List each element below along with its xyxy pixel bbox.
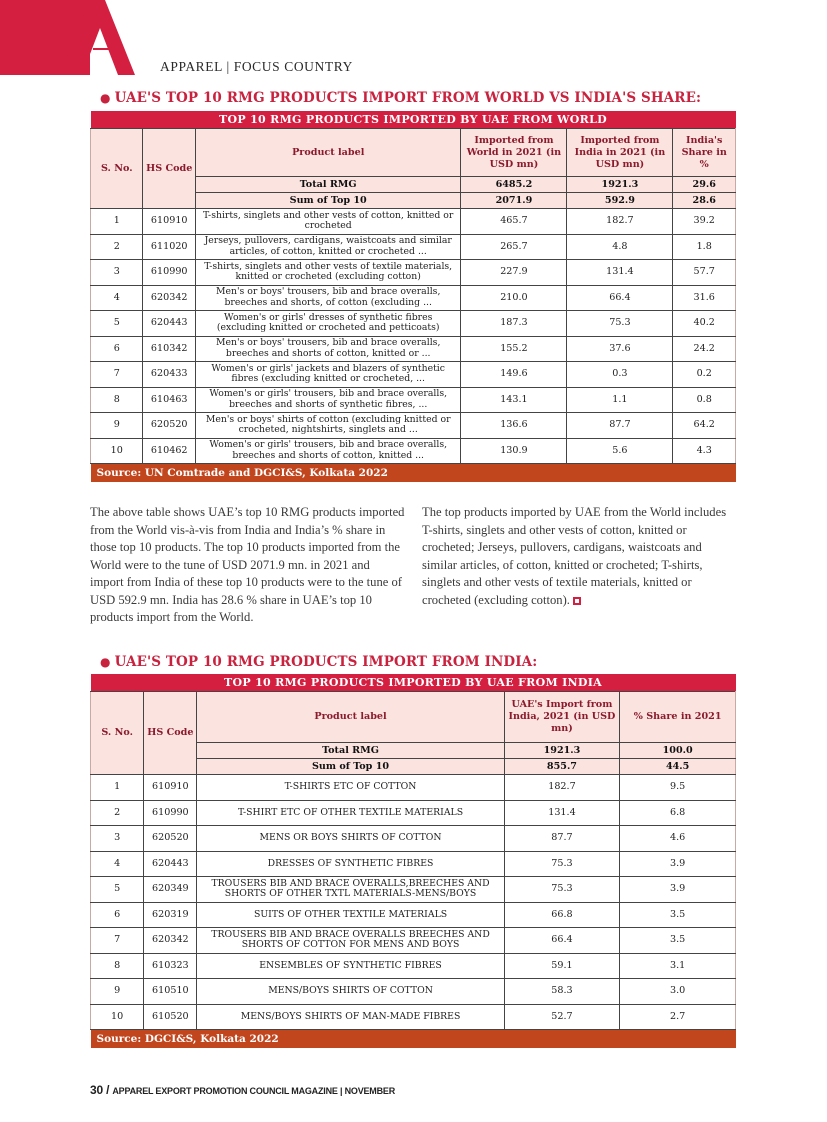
- bullet-icon: ●: [100, 655, 111, 669]
- table-row: [91, 851, 736, 877]
- cell-share: 3.9: [620, 877, 736, 903]
- footer-text: APPAREL EXPORT PROMOTION COUNCIL MAGAZINE | NOVEMBER: [112, 1086, 395, 1096]
- cell-hs: 620342: [143, 285, 195, 311]
- cell-india: 87.7: [567, 413, 673, 439]
- total-import: 1921.3: [504, 743, 620, 759]
- table-row: [91, 826, 736, 852]
- cell-product: MENS OR BOYS SHIRTS OF COTTON: [197, 826, 504, 852]
- col-header-product: Product label: [197, 692, 504, 743]
- col-header-world: Imported from World in 2021 (in USD mn): [461, 129, 567, 177]
- cell-product: Women's or girls' trousers, bib and brace overalls, breeches and shorts of cotton, knitted ...: [195, 438, 460, 464]
- footer-separator: /: [102, 1083, 113, 1097]
- cell-share: 1.8: [673, 234, 736, 260]
- sum-world: 2071.9: [461, 193, 567, 209]
- table-row: [91, 953, 736, 979]
- total-share: 29.6: [673, 177, 736, 193]
- section2-heading: [100, 654, 537, 670]
- cell-product: T-SHIRT ETC OF OTHER TEXTILE MATERIALS: [197, 800, 504, 826]
- cell-import: 66.8: [504, 902, 620, 928]
- cell-product: Women's or girls' jackets and blazers of synthetic fibres (excluding knitted or crocheted, ...: [195, 362, 460, 388]
- section2-heading-text: UAE'S TOP 10 RMG PRODUCTS IMPORT FROM INDIA:: [114, 654, 538, 670]
- cell-india: 5.6: [567, 438, 673, 464]
- table-source: Source: UN Comtrade and DGCI&S, Kolkata 2022: [91, 464, 736, 483]
- cell-world: 465.7: [461, 209, 567, 235]
- cell-share: 24.2: [673, 336, 736, 362]
- body-paragraph-right: [422, 504, 737, 609]
- table-row: [91, 311, 736, 337]
- cell-share: 4.6: [620, 826, 736, 852]
- cell-world: 130.9: [461, 438, 567, 464]
- sum-label: Sum of Top 10: [197, 759, 504, 775]
- table-row: [91, 387, 736, 413]
- cell-share: 6.8: [620, 800, 736, 826]
- cell-hs: 620319: [144, 902, 197, 928]
- cell-hs: 620520: [144, 826, 197, 852]
- cell-india: 4.8: [567, 234, 673, 260]
- cell-product: MENS/BOYS SHIRTS OF MAN-MADE FIBRES: [197, 1004, 504, 1030]
- cell-product: T-shirts, singlets and other vests of cotton, knitted or crocheted: [195, 209, 460, 235]
- col-header-hs-code: HS Code: [143, 129, 195, 209]
- cell-sno: 4: [91, 851, 144, 877]
- cell-world: 187.3: [461, 311, 567, 337]
- table-row: [91, 209, 736, 235]
- cell-sno: 4: [91, 285, 143, 311]
- cell-hs: 610990: [143, 260, 195, 286]
- cell-product: Women's or girls' dresses of synthetic fibres (excluding knitted or crocheted and petticoats): [195, 311, 460, 337]
- cell-hs: 610510: [144, 979, 197, 1005]
- table-row: [91, 902, 736, 928]
- cell-sno: 7: [91, 928, 144, 954]
- cell-share: 3.5: [620, 902, 736, 928]
- cell-share: 4.3: [673, 438, 736, 464]
- cell-sno: 5: [91, 311, 143, 337]
- cell-hs: 610323: [144, 953, 197, 979]
- cell-share: 3.9: [620, 851, 736, 877]
- uae-world-imports-table: [90, 111, 736, 482]
- table-row: [91, 362, 736, 388]
- col-header-sno: S. No.: [91, 129, 143, 209]
- col-header-hs-code: HS Code: [144, 692, 197, 775]
- col-header-import: UAE's Import from India, 2021 (in USD mn): [504, 692, 620, 743]
- cell-india: 75.3: [567, 311, 673, 337]
- total-share: 100.0: [620, 743, 736, 759]
- cell-sno: 8: [91, 387, 143, 413]
- col-header-sno: S. No.: [91, 692, 144, 775]
- body-paragraph-left: The above table shows UAE’s top 10 RMG products imported from the World vis-à-vis from India and India’s % share in those top 10 products. The top 10 products imported from the World were to the tune of USD 2071.9 mn. in 2021 and import from India of these top 10 products were to the tune of USD 592.9 mn. India has 28.6 % share in UAE’s top 10 products import from the World.: [90, 505, 405, 624]
- cell-product: Men's or boys' trousers, bib and brace overalls, breeches and shorts, of cotton (excluding ...: [195, 285, 460, 311]
- cell-import: 182.7: [504, 775, 620, 801]
- col-header-product: Product label: [195, 129, 460, 177]
- end-mark-icon: [573, 597, 581, 605]
- cell-share: 64.2: [673, 413, 736, 439]
- uae-india-imports-table: [90, 674, 736, 1048]
- table-row: [91, 800, 736, 826]
- cell-import: 59.1: [504, 953, 620, 979]
- sum-label: Sum of Top 10: [195, 193, 460, 209]
- cell-india: 66.4: [567, 285, 673, 311]
- cell-sno: 6: [91, 902, 144, 928]
- cell-import: 131.4: [504, 800, 620, 826]
- table-title: TOP 10 RMG PRODUCTS IMPORTED BY UAE FROM WORLD: [91, 111, 736, 129]
- cell-sno: 2: [91, 800, 144, 826]
- sum-share: 44.5: [620, 759, 736, 775]
- cell-import: 75.3: [504, 877, 620, 903]
- table-row: [91, 775, 736, 801]
- cell-product: SUITS OF OTHER TEXTILE MATERIALS: [197, 902, 504, 928]
- cell-product: T-SHIRTS ETC OF COTTON: [197, 775, 504, 801]
- cell-sno: 6: [91, 336, 143, 362]
- cell-hs: 610462: [143, 438, 195, 464]
- cell-product: TROUSERS BIB AND BRACE OVERALLS BREECHES AND SHORTS OF COTTON FOR MENS AND BOYS: [197, 928, 504, 954]
- cell-product: TROUSERS BIB AND BRACE OVERALLS,BREECHES AND SHORTS OF OTHER TXTL MATERIALS-MENS/BOYS: [197, 877, 504, 903]
- section1-heading: [100, 90, 701, 106]
- table-row: [91, 438, 736, 464]
- cell-product: Women's or girls' trousers, bib and brace overalls, breeches and shorts of synthetic fibres, ...: [195, 387, 460, 413]
- bullet-icon: ●: [100, 91, 111, 105]
- table-row: [91, 234, 736, 260]
- cell-share: 3.5: [620, 928, 736, 954]
- cell-import: 87.7: [504, 826, 620, 852]
- cell-sno: 10: [91, 1004, 144, 1030]
- cell-product: MENS/BOYS SHIRTS OF COTTON: [197, 979, 504, 1005]
- cell-sno: 10: [91, 438, 143, 464]
- cell-india: 182.7: [567, 209, 673, 235]
- cell-india: 1.1: [567, 387, 673, 413]
- cell-share: 39.2: [673, 209, 736, 235]
- cell-product: T-shirts, singlets and other vests of textile materials, knitted or crocheted (excluding cotton): [195, 260, 460, 286]
- cell-product: DRESSES OF SYNTHETIC FIBRES: [197, 851, 504, 877]
- sum-share: 28.6: [673, 193, 736, 209]
- table-row: [91, 285, 736, 311]
- cell-india: 37.6: [567, 336, 673, 362]
- page-number: 30: [90, 1083, 103, 1097]
- total-world: 6485.2: [461, 177, 567, 193]
- total-label: Total RMG: [197, 743, 504, 759]
- col-header-share: % Share in 2021: [620, 692, 736, 743]
- section1-heading-text: UAE'S TOP 10 RMG PRODUCTS IMPORT FROM WORLD VS INDIA'S SHARE:: [114, 90, 702, 106]
- sum-import: 855.7: [504, 759, 620, 775]
- cell-india: 131.4: [567, 260, 673, 286]
- col-header-share: India's Share in %: [673, 129, 736, 177]
- table-row: [91, 336, 736, 362]
- cell-world: 155.2: [461, 336, 567, 362]
- sum-india: 592.9: [567, 193, 673, 209]
- cell-world: 227.9: [461, 260, 567, 286]
- total-india: 1921.3: [567, 177, 673, 193]
- cell-share: 9.5: [620, 775, 736, 801]
- cell-sno: 9: [91, 413, 143, 439]
- cell-hs: 610463: [143, 387, 195, 413]
- col-header-india: Imported from India in 2021 (in USD mn): [567, 129, 673, 177]
- cell-sno: 7: [91, 362, 143, 388]
- cell-hs: 610990: [144, 800, 197, 826]
- cell-hs: 620443: [144, 851, 197, 877]
- table-row: [91, 260, 736, 286]
- cell-sno: 9: [91, 979, 144, 1005]
- cell-hs: 610520: [144, 1004, 197, 1030]
- cell-import: 66.4: [504, 928, 620, 954]
- cell-sno: 1: [91, 209, 143, 235]
- table-row: [91, 979, 736, 1005]
- cell-hs: 620520: [143, 413, 195, 439]
- cell-share: 0.8: [673, 387, 736, 413]
- cell-world: 210.0: [461, 285, 567, 311]
- cell-world: 143.1: [461, 387, 567, 413]
- cell-hs: 610910: [143, 209, 195, 235]
- body-paragraph-right-text: The top products imported by UAE from the World includes T-shirts, singlets and other vests of cotton, knitted or crocheted; Jerseys, pullovers, cardigans, waistcoats and similar articles, of cotton, knitted or crocheted; T-shirts, singlets and other vests of textile materials, knitted or crocheted (excluding cotton).: [422, 505, 727, 607]
- cell-hs: 611020: [143, 234, 195, 260]
- cell-import: 75.3: [504, 851, 620, 877]
- cell-sno: 2: [91, 234, 143, 260]
- cell-hs: 620342: [144, 928, 197, 954]
- cell-hs: 610342: [143, 336, 195, 362]
- cell-world: 149.6: [461, 362, 567, 388]
- table-row: [91, 928, 736, 954]
- cell-product: Jerseys, pullovers, cardigans, waistcoats and similar articles, of cotton, knitted or crocheted ...: [195, 234, 460, 260]
- cell-share: 40.2: [673, 311, 736, 337]
- cell-share: 31.6: [673, 285, 736, 311]
- cell-sno: 1: [91, 775, 144, 801]
- cell-product: Men's or boys' shirts of cotton (excluding knitted or crocheted, nightshirts, singlets and ...: [195, 413, 460, 439]
- cell-world: 265.7: [461, 234, 567, 260]
- cell-sno: 5: [91, 877, 144, 903]
- cell-share: 57.7: [673, 260, 736, 286]
- cell-product: Men's or boys' trousers, bib and brace overalls, breeches and shorts of cotton, knitted or ...: [195, 336, 460, 362]
- cell-import: 52.7: [504, 1004, 620, 1030]
- cell-sno: 3: [91, 826, 144, 852]
- brand-logo-a-icon: [60, 0, 160, 75]
- cell-share: 0.2: [673, 362, 736, 388]
- table-row: [91, 877, 736, 903]
- cell-share: 2.7: [620, 1004, 736, 1030]
- cell-sno: 8: [91, 953, 144, 979]
- table-title: TOP 10 RMG PRODUCTS IMPORTED BY UAE FROM INDIA: [91, 674, 736, 692]
- table-source: Source: DGCI&S, Kolkata 2022: [91, 1030, 736, 1049]
- cell-hs: 620349: [144, 877, 197, 903]
- cell-import: 58.3: [504, 979, 620, 1005]
- total-label: Total RMG: [195, 177, 460, 193]
- cell-share: 3.1: [620, 953, 736, 979]
- table-row: [91, 1004, 736, 1030]
- table-row: [91, 413, 736, 439]
- section-label: APPAREL | FOCUS COUNTRY: [160, 59, 353, 74]
- cell-sno: 3: [91, 260, 143, 286]
- cell-world: 136.6: [461, 413, 567, 439]
- cell-hs: 620443: [143, 311, 195, 337]
- cell-india: 0.3: [567, 362, 673, 388]
- cell-product: ENSEMBLES OF SYNTHETIC FIBRES: [197, 953, 504, 979]
- cell-hs: 620433: [143, 362, 195, 388]
- cell-share: 3.0: [620, 979, 736, 1005]
- cell-hs: 610910: [144, 775, 197, 801]
- page-footer: [90, 1083, 395, 1097]
